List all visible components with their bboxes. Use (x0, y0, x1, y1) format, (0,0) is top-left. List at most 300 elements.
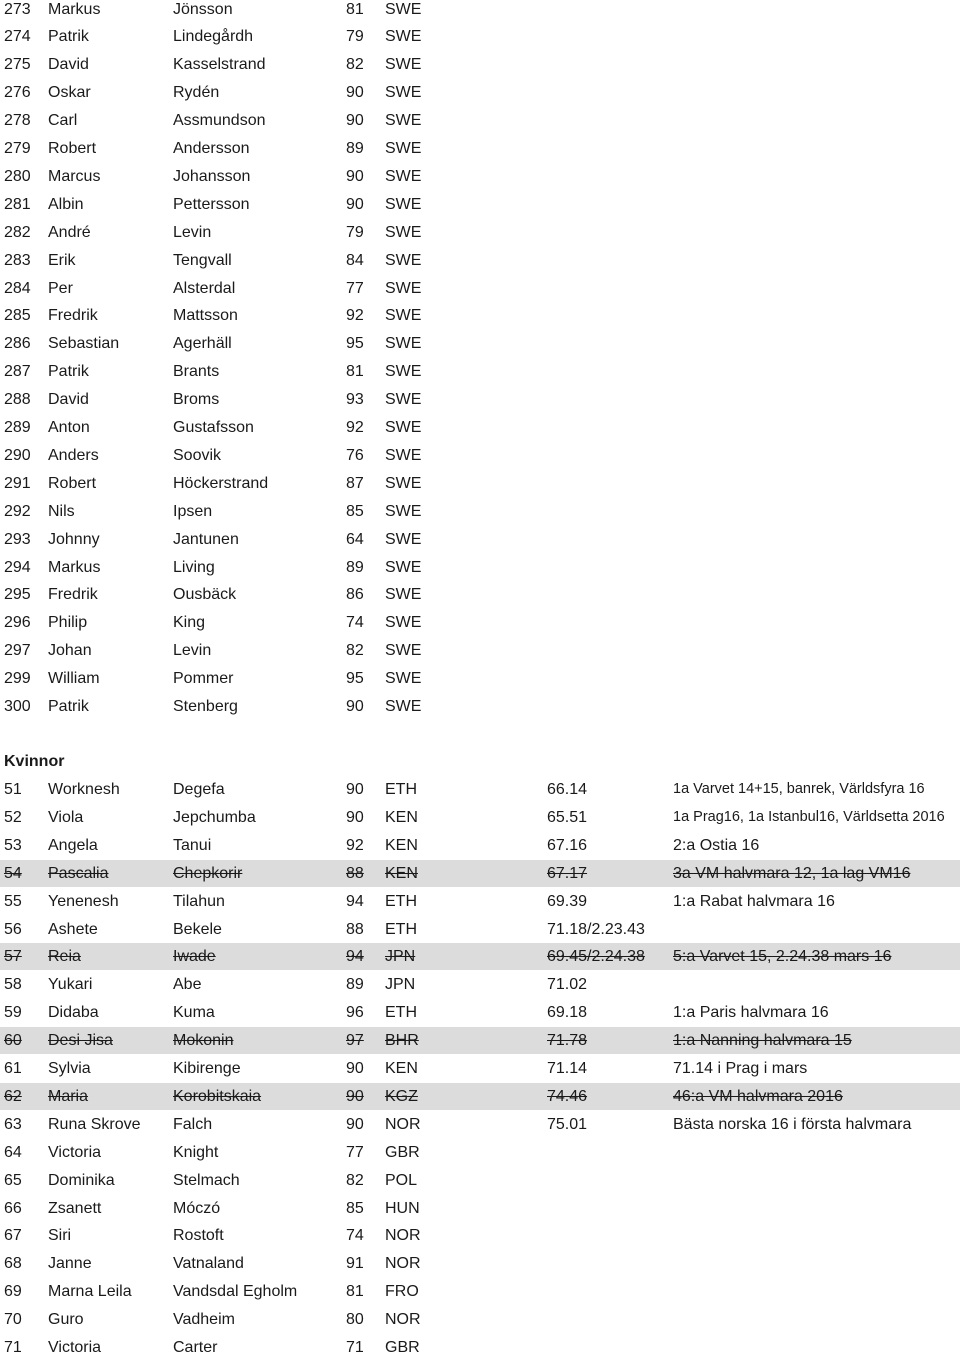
last-name: Brants (173, 363, 220, 381)
first-name: Carl (48, 112, 78, 130)
birth-year: 85 (346, 1199, 364, 1217)
best-time: 71.02 (547, 976, 588, 994)
nationality: SWE (385, 335, 422, 353)
first-name: Robert (48, 474, 97, 492)
birth-year: 90 (346, 84, 364, 102)
nationality: HUN (385, 1199, 420, 1217)
table-row (0, 79, 960, 106)
nationality: ETH (385, 920, 417, 938)
table-row (0, 219, 960, 246)
table-row (0, 888, 960, 915)
runner-number: 294 (4, 558, 31, 576)
runner-number: 284 (4, 279, 31, 297)
last-name: Vatnaland (173, 1255, 244, 1273)
first-name: Yenenesh (48, 892, 119, 910)
first-name: Marcus (48, 167, 101, 185)
last-name: Kuma (173, 1004, 215, 1022)
runner-number: 51 (4, 781, 22, 798)
birth-year: 90 (346, 1060, 364, 1077)
runner-number: 299 (4, 670, 31, 688)
table-row (0, 1306, 960, 1333)
runner-number: 282 (4, 223, 31, 241)
last-name: Jepchumba (173, 808, 256, 826)
runner-number: 62 (4, 1087, 22, 1105)
table-row (0, 358, 960, 385)
last-name: Levin (173, 223, 212, 241)
birth-year: 64 (346, 530, 364, 548)
last-name: Degefa (173, 781, 225, 798)
last-name: Kasselstrand (173, 56, 266, 74)
nationality: JPN (385, 948, 416, 966)
first-name: Siri (48, 1227, 72, 1245)
nationality: SWE (385, 642, 422, 660)
note: Bästa norska 16 i första halvmara (673, 1115, 912, 1133)
first-name: Yukari (48, 976, 93, 994)
birth-year: 90 (346, 167, 364, 185)
table-row (0, 135, 960, 162)
nationality: SWE (385, 279, 422, 297)
birth-year: 92 (346, 307, 364, 325)
birth-year: 89 (346, 976, 364, 994)
birth-year: 81 (346, 0, 364, 18)
first-name: Oskar (48, 84, 91, 102)
table-row (0, 51, 960, 78)
nationality: NOR (385, 1255, 421, 1273)
nationality: SWE (385, 56, 422, 74)
table-row-struck (0, 1083, 960, 1110)
nationality: GBR (385, 1339, 420, 1356)
last-name: Jönsson (173, 0, 233, 18)
table-row-struck (0, 860, 960, 887)
birth-year: 96 (346, 1004, 364, 1022)
runner-number: 290 (4, 446, 31, 464)
nationality: KEN (385, 836, 418, 854)
birth-year: 82 (346, 56, 364, 74)
runner-number: 276 (4, 84, 31, 102)
nationality: SWE (385, 195, 422, 213)
table-row (0, 386, 960, 413)
first-name: André (48, 223, 91, 241)
first-name: Albin (48, 195, 84, 213)
first-name: Maria (48, 1087, 89, 1105)
runner-number: 296 (4, 614, 31, 632)
table-row (0, 1055, 960, 1082)
first-name: Zsanett (48, 1199, 102, 1217)
table-row (0, 442, 960, 469)
nationality: FRO (385, 1283, 419, 1301)
table-row (0, 581, 960, 608)
last-name: Carter (173, 1339, 218, 1356)
runner-number: 63 (4, 1115, 22, 1133)
nationality: NOR (385, 1311, 421, 1329)
last-name: Andersson (173, 140, 250, 157)
last-name: Soovik (173, 446, 222, 464)
nationality: SWE (385, 167, 422, 185)
table-row (0, 609, 960, 636)
first-name: Johnny (48, 530, 100, 548)
birth-year: 93 (346, 391, 364, 409)
birth-year: 89 (346, 558, 364, 576)
nationality: SWE (385, 446, 422, 464)
runner-number: 297 (4, 642, 31, 660)
nationality: SWE (385, 363, 422, 381)
last-name: Kibirenge (173, 1060, 241, 1077)
nationality: SWE (385, 0, 422, 18)
best-time: 71.14 (547, 1060, 588, 1077)
first-name: Per (48, 279, 73, 297)
table-row-struck (0, 1027, 960, 1054)
runner-number: 288 (4, 391, 31, 409)
best-time: 67.17 (547, 864, 588, 882)
nationality: ETH (385, 892, 417, 910)
table-row (0, 302, 960, 329)
last-name: Tengvall (173, 251, 232, 269)
first-name: Erik (48, 251, 76, 269)
last-name: Johansson (173, 167, 251, 185)
table-row (0, 916, 960, 943)
last-name: Rydén (173, 84, 220, 102)
runner-number: 70 (4, 1311, 22, 1329)
runner-number: 285 (4, 307, 31, 325)
note: 5:a Varvet 15, 2.24.38 mars 16 (673, 948, 892, 966)
first-name: Philip (48, 614, 88, 632)
best-time: 69.39 (547, 892, 588, 910)
birth-year: 77 (346, 279, 364, 297)
runner-number: 56 (4, 920, 22, 938)
birth-year: 71 (346, 1339, 364, 1356)
table-row (0, 776, 960, 803)
birth-year: 94 (346, 948, 364, 966)
table-row (0, 1195, 960, 1222)
table-row (0, 414, 960, 441)
best-time: 65.51 (547, 808, 588, 826)
first-name: David (48, 56, 89, 74)
first-name: Desi Jisa (48, 1032, 113, 1050)
first-name: Robert (48, 140, 97, 157)
nationality: SWE (385, 28, 422, 46)
nationality: SWE (385, 558, 422, 576)
table-row (0, 832, 960, 859)
birth-year: 74 (346, 614, 364, 632)
last-name: Assmundson (173, 112, 266, 130)
birth-year: 89 (346, 140, 364, 157)
birth-year: 91 (346, 1255, 364, 1273)
birth-year: 90 (346, 112, 364, 130)
runner-number: 57 (4, 948, 22, 966)
runner-number: 289 (4, 419, 31, 436)
first-name: Dominika (48, 1171, 115, 1189)
runner-number: 278 (4, 112, 31, 130)
last-name: Stenberg (173, 698, 238, 715)
last-name: Höckerstrand (173, 474, 269, 492)
first-name: Victoria (48, 1143, 102, 1161)
first-name: Patrik (48, 28, 89, 46)
table-row (0, 498, 960, 525)
first-name: Fredrik (48, 586, 98, 604)
table-row (0, 1139, 960, 1166)
first-name: Sylvia (48, 1060, 91, 1077)
last-name: Chepkorir (173, 864, 243, 882)
table-row (0, 526, 960, 553)
last-name: Korobitskaia (173, 1087, 262, 1105)
nationality: KGZ (385, 1087, 418, 1105)
note: 46:a VM halvmara 2016 (673, 1087, 843, 1105)
nationality: SWE (385, 307, 422, 325)
first-name: William (48, 670, 100, 688)
first-name: Johan (48, 642, 92, 660)
birth-year: 94 (346, 892, 364, 910)
runner-number: 60 (4, 1032, 22, 1050)
birth-year: 92 (346, 836, 364, 854)
note: 2:a Ostia 16 (673, 836, 760, 854)
table-row-struck (0, 943, 960, 970)
birth-year: 81 (346, 363, 364, 381)
nationality: KEN (385, 808, 418, 826)
first-name: Angela (48, 836, 98, 854)
best-time: 66.14 (547, 781, 588, 798)
nationality: SWE (385, 140, 422, 157)
last-name: Mattsson (173, 307, 238, 325)
last-name: Móczó (173, 1199, 221, 1217)
nationality: SWE (385, 251, 422, 269)
last-name: Knight (173, 1143, 219, 1161)
runner-number: 300 (4, 698, 31, 715)
table-row (0, 1222, 960, 1249)
nationality: SWE (385, 614, 422, 632)
birth-year: 76 (346, 446, 364, 464)
runner-number: 69 (4, 1283, 22, 1301)
birth-year: 92 (346, 419, 364, 436)
last-name: Pommer (173, 670, 234, 688)
birth-year: 77 (346, 1143, 364, 1161)
birth-year: 74 (346, 1227, 364, 1245)
nationality: SWE (385, 698, 422, 715)
runner-number: 59 (4, 1004, 22, 1022)
birth-year: 87 (346, 474, 364, 492)
note: 1a Varvet 14+15, banrek, Världsfyra 16 (673, 781, 925, 797)
last-name: Vandsdal Egholm (173, 1283, 298, 1301)
nationality: NOR (385, 1227, 421, 1245)
runner-number: 68 (4, 1255, 22, 1273)
nationality: ETH (385, 1004, 417, 1022)
birth-year: 95 (346, 670, 364, 688)
nationality: ETH (385, 781, 417, 798)
first-name: Anton (48, 419, 90, 436)
nationality: JPN (385, 976, 416, 994)
note: 1a Prag16, 1a Istanbul16, Världsetta 2016 (673, 808, 945, 825)
runner-number: 55 (4, 892, 22, 910)
first-name: Guro (48, 1311, 84, 1329)
last-name: Gustafsson (173, 419, 254, 436)
last-name: Alsterdal (173, 279, 236, 297)
birth-year: 97 (346, 1032, 364, 1050)
birth-year: 85 (346, 502, 364, 520)
last-name: Falch (173, 1115, 213, 1133)
runner-number: 280 (4, 167, 31, 185)
table-row (0, 693, 960, 720)
runner-number: 281 (4, 195, 31, 213)
birth-year: 90 (346, 1087, 364, 1105)
runner-number: 286 (4, 335, 31, 353)
first-name: Patrik (48, 363, 89, 381)
birth-year: 80 (346, 1311, 364, 1329)
last-name: Living (173, 558, 215, 576)
first-name: Patrik (48, 698, 89, 715)
first-name: Anders (48, 446, 99, 464)
note: 3a VM halvmara 12, 1a lag VM16 (673, 864, 911, 882)
first-name: Sebastian (48, 335, 120, 353)
table-row (0, 554, 960, 581)
runner-number: 273 (4, 0, 31, 18)
nationality: BHR (385, 1032, 419, 1050)
best-time: 69.18 (547, 1004, 588, 1022)
last-name: Bekele (173, 920, 222, 938)
table-row (0, 163, 960, 190)
birth-year: 90 (346, 1115, 364, 1133)
runner-number: 61 (4, 1060, 22, 1077)
nationality: KEN (385, 1060, 418, 1077)
last-name: Vadheim (173, 1311, 235, 1329)
best-time: 75.01 (547, 1115, 588, 1133)
last-name: Iwade (173, 948, 216, 966)
runner-number: 295 (4, 586, 31, 604)
birth-year: 90 (346, 781, 364, 798)
table-row (0, 999, 960, 1026)
best-time: 67.16 (547, 836, 588, 854)
table-row (0, 191, 960, 218)
last-name: Mokonin (173, 1032, 234, 1050)
table-row (0, 330, 960, 357)
nationality: SWE (385, 502, 422, 520)
first-name: David (48, 391, 89, 409)
note: 1:a Nanning halvmara 15 (673, 1032, 852, 1050)
nationality: KEN (385, 864, 418, 882)
last-name: Pettersson (173, 195, 250, 213)
birth-year: 88 (346, 920, 364, 938)
table-row (0, 1167, 960, 1194)
birth-year: 88 (346, 864, 364, 882)
nationality: SWE (385, 84, 422, 102)
birth-year: 79 (346, 28, 364, 46)
last-name: Abe (173, 976, 202, 994)
first-name: Markus (48, 558, 101, 576)
last-name: Broms (173, 391, 220, 409)
runner-number: 279 (4, 140, 31, 157)
runner-number: 54 (4, 864, 22, 882)
first-name: Viola (48, 808, 84, 826)
nationality: SWE (385, 530, 422, 548)
runner-number: 275 (4, 56, 31, 74)
first-name: Didaba (48, 1004, 99, 1022)
runner-number: 52 (4, 808, 22, 826)
first-name: Ashete (48, 920, 98, 938)
last-name: Tilahun (173, 892, 225, 910)
birth-year: 95 (346, 335, 364, 353)
nationality: SWE (385, 670, 422, 688)
first-name: Fredrik (48, 307, 98, 325)
runner-number: 283 (4, 251, 31, 269)
table-row (0, 804, 960, 831)
nationality: GBR (385, 1143, 420, 1161)
runner-number: 71 (4, 1339, 22, 1356)
runner-number: 53 (4, 836, 22, 854)
runner-number: 293 (4, 530, 31, 548)
nationality: NOR (385, 1115, 421, 1133)
note: 1:a Paris halvmara 16 (673, 1004, 829, 1022)
last-name: Rostoft (173, 1227, 224, 1245)
nationality: SWE (385, 419, 422, 436)
note: 1:a Rabat halvmara 16 (673, 892, 835, 910)
runner-number: 67 (4, 1227, 22, 1245)
table-row (0, 470, 960, 497)
best-time: 69.45/2.24.38 (547, 948, 645, 966)
first-name: Pascalia (48, 864, 109, 882)
birth-year: 84 (346, 251, 364, 269)
nationality: SWE (385, 474, 422, 492)
first-name: Runa Skrove (48, 1115, 141, 1133)
last-name: Agerhäll (173, 335, 232, 353)
runner-number: 65 (4, 1171, 22, 1189)
table-row (0, 665, 960, 692)
table-row (0, 247, 960, 274)
runner-number: 66 (4, 1199, 22, 1217)
runner-number: 274 (4, 28, 31, 46)
first-name: Reia (48, 948, 81, 966)
runner-number: 292 (4, 502, 31, 520)
nationality: POL (385, 1171, 418, 1189)
runner-number: 58 (4, 976, 22, 994)
table-row (0, 971, 960, 998)
last-name: Levin (173, 642, 212, 660)
first-name: Nils (48, 502, 75, 520)
runner-number: 287 (4, 363, 31, 381)
birth-year: 90 (346, 698, 364, 715)
first-name: Marna Leila (48, 1283, 132, 1301)
runner-number: 64 (4, 1143, 22, 1161)
last-name: Jantunen (173, 530, 239, 548)
last-name: Stelmach (173, 1171, 240, 1189)
last-name: Lindegårdh (173, 28, 254, 46)
birth-year: 82 (346, 642, 364, 660)
table-row (0, 1334, 960, 1361)
runner-number: 291 (4, 474, 31, 492)
first-name: Markus (48, 0, 101, 18)
last-name: Ousbäck (173, 586, 237, 604)
birth-year: 81 (346, 1283, 364, 1301)
birth-year: 79 (346, 223, 364, 241)
note: 71.14 i Prag i mars (673, 1060, 808, 1077)
best-time: 71.18/2.23.43 (547, 920, 645, 938)
last-name: Ipsen (173, 502, 213, 520)
nationality: SWE (385, 586, 422, 604)
birth-year: 82 (346, 1171, 364, 1189)
last-name: Tanui (173, 836, 212, 854)
birth-year: 90 (346, 195, 364, 213)
table-row (0, 1111, 960, 1138)
nationality: SWE (385, 112, 422, 130)
table-row (0, 107, 960, 134)
birth-year: 86 (346, 586, 364, 604)
table-row (0, 1250, 960, 1277)
best-time: 71.78 (547, 1032, 588, 1050)
table-row (0, 23, 960, 50)
first-name: Janne (48, 1255, 92, 1273)
last-name: King (173, 614, 206, 632)
best-time: 74.46 (547, 1087, 588, 1105)
table-row (0, 637, 960, 664)
table-row (0, 1278, 960, 1305)
table-row (0, 275, 960, 302)
